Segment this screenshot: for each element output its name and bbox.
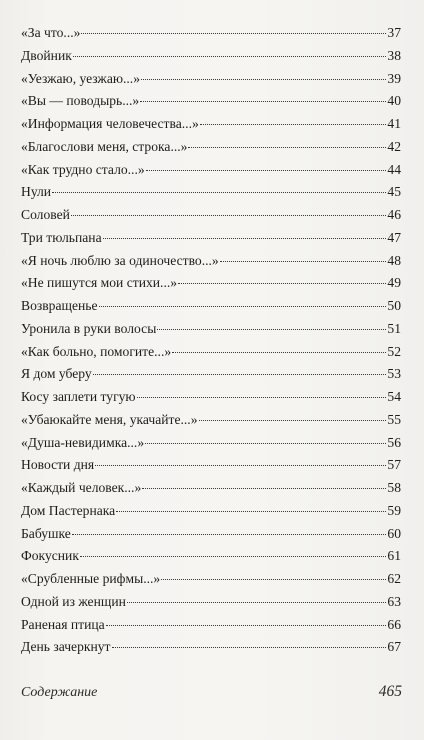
toc-entry [21, 136, 401, 159]
toc-entry-title: «Как трудно стало...» [21, 161, 145, 177]
running-footer-section-title: Содержание [21, 685, 98, 700]
toc-dot-leader [220, 261, 387, 262]
toc-entry [21, 250, 401, 273]
toc-entry-page-number: 37 [387, 25, 401, 40]
toc-entry-page-number: 39 [387, 70, 401, 86]
toc-entry [21, 227, 401, 250]
toc-entry-title: Раненая птица [21, 616, 105, 632]
toc-entry [21, 500, 401, 523]
toc-entry-page-number: 59 [387, 502, 401, 518]
toc-entry-title: «Каждый человек...» [21, 480, 142, 495]
toc-dot-leader [142, 488, 386, 489]
toc-dot-leader [80, 556, 386, 557]
toc-entry-title: Три тюльпана [21, 229, 102, 245]
toc-entry-title: «За что...» [21, 25, 81, 40]
toc-entry-title: «Срубленные рифмы...» [21, 571, 161, 586]
toc-entry [21, 523, 401, 546]
toc-entry-title: День зачеркнут [21, 639, 111, 655]
toc-entry-page-number: 40 [387, 93, 401, 109]
toc-entry-page-number: 45 [387, 184, 401, 200]
toc-entry [21, 614, 401, 637]
toc-dot-leader [141, 79, 386, 80]
page-footer [21, 683, 402, 707]
toc-entry [21, 159, 401, 182]
toc-entry-page-number: 67 [387, 639, 401, 655]
toc-entry-page-number: 50 [387, 298, 401, 313]
toc-entry-page-number: 55 [387, 411, 401, 427]
toc-entry [21, 568, 401, 591]
toc-dot-leader [112, 647, 387, 648]
toc-entry-page-number: 53 [387, 366, 401, 382]
toc-entry-page-number: 61 [387, 548, 401, 564]
toc-entry-title: Одной из женщин [21, 593, 126, 609]
toc-entry-title: «Убаюкайте меня, укачайте...» [21, 411, 198, 427]
toc-entry [21, 409, 401, 432]
toc-entry-page-number: 63 [387, 593, 401, 609]
toc-dot-leader [188, 147, 386, 148]
toc-dot-leader [116, 511, 386, 512]
toc-entry-title: «Уезжаю, уезжаю...» [21, 70, 141, 86]
toc-entry-title: «Как больно, помогите...» [21, 343, 172, 359]
toc-dot-leader [95, 465, 386, 466]
toc-dot-leader [137, 397, 387, 398]
toc-entry-title: Бабушке [21, 525, 71, 541]
toc-entry-title: Нули [21, 184, 52, 200]
toc-dot-leader [71, 215, 386, 216]
toc-entry [21, 295, 401, 318]
toc-entry-page-number: 38 [387, 47, 401, 63]
toc-entry-page-number: 60 [387, 525, 401, 541]
toc-dot-leader [140, 101, 386, 102]
toc-entry [21, 204, 401, 227]
toc-entry [21, 591, 401, 614]
toc-entry [21, 636, 401, 659]
toc-dot-leader [161, 579, 386, 580]
toc-dot-leader [127, 602, 387, 603]
toc-entry-title: Дом Пастернака [21, 502, 116, 518]
toc-entry-title: «Я ночь люблю за одиночество...» [21, 252, 219, 268]
toc-entry-page-number: 42 [387, 138, 401, 154]
toc-entry [21, 181, 401, 204]
page-number: 465 [378, 683, 402, 700]
toc-dot-leader [200, 124, 387, 125]
toc-entry [21, 68, 401, 91]
toc-entry-page-number: 47 [387, 229, 401, 245]
toc-entry-title: Я дом уберу [21, 366, 92, 382]
toc-dot-leader [103, 238, 387, 239]
toc-entry-title: «Душа-невидимка...» [21, 434, 145, 450]
toc-entry-page-number: 54 [387, 389, 401, 404]
toc-entry-title: «Благослови меня, строка...» [21, 138, 188, 154]
toc-entry-title: Соловей [21, 207, 70, 222]
toc-entry-page-number: 58 [387, 480, 401, 495]
toc-entry-page-number: 56 [387, 434, 401, 450]
toc-entry [21, 272, 401, 295]
toc-dot-leader [157, 329, 386, 330]
toc-dot-leader [178, 283, 386, 284]
table-of-contents [21, 22, 401, 659]
toc-entry-page-number: 41 [387, 116, 401, 131]
toc-entry-page-number: 49 [387, 275, 401, 291]
toc-entry [21, 90, 401, 113]
toc-entry-title: «Вы — поводырь...» [21, 93, 140, 109]
toc-dot-leader [72, 534, 387, 535]
toc-entry-title: Уронила в руки волосы [21, 320, 157, 336]
toc-entry [21, 386, 401, 409]
toc-entry-title: Косу заплети тугую [21, 389, 136, 404]
toc-entry-title: Двойник [21, 47, 72, 63]
toc-dot-leader [172, 352, 386, 353]
toc-entry-title: «Информация человечества...» [21, 116, 199, 131]
toc-entry-page-number: 62 [387, 571, 401, 586]
toc-entry-page-number: 66 [387, 616, 401, 632]
toc-dot-leader [145, 443, 386, 444]
toc-dot-leader [93, 374, 387, 375]
toc-entry [21, 45, 401, 68]
toc-entry-page-number: 52 [387, 343, 401, 359]
toc-entry-title: «Не пишутся мои стихи...» [21, 275, 178, 291]
toc-dot-leader [81, 33, 386, 34]
toc-entry [21, 318, 401, 341]
toc-dot-leader [73, 56, 387, 57]
toc-entry-title: Возвращенье [21, 298, 98, 313]
toc-entry [21, 545, 401, 568]
toc-entry-page-number: 48 [387, 252, 401, 268]
toc-entry [21, 454, 401, 477]
toc-entry-title: Фокусник [21, 548, 79, 564]
toc-entry [21, 432, 401, 455]
toc-entry [21, 22, 401, 45]
toc-entry-page-number: 44 [387, 161, 401, 177]
toc-entry-title: Новости дня [21, 457, 95, 473]
toc-dot-leader [106, 625, 387, 626]
toc-entry-page-number: 51 [387, 320, 401, 336]
toc-entry [21, 341, 401, 364]
toc-dot-leader [99, 306, 387, 307]
toc-dot-leader [199, 420, 387, 421]
toc-entry [21, 113, 401, 136]
toc-entry-page-number: 57 [387, 457, 401, 473]
toc-entry [21, 477, 401, 500]
toc-entry [21, 363, 401, 386]
toc-dot-leader [52, 192, 386, 193]
toc-entry-page-number: 46 [387, 207, 401, 222]
toc-dot-leader [146, 170, 387, 171]
